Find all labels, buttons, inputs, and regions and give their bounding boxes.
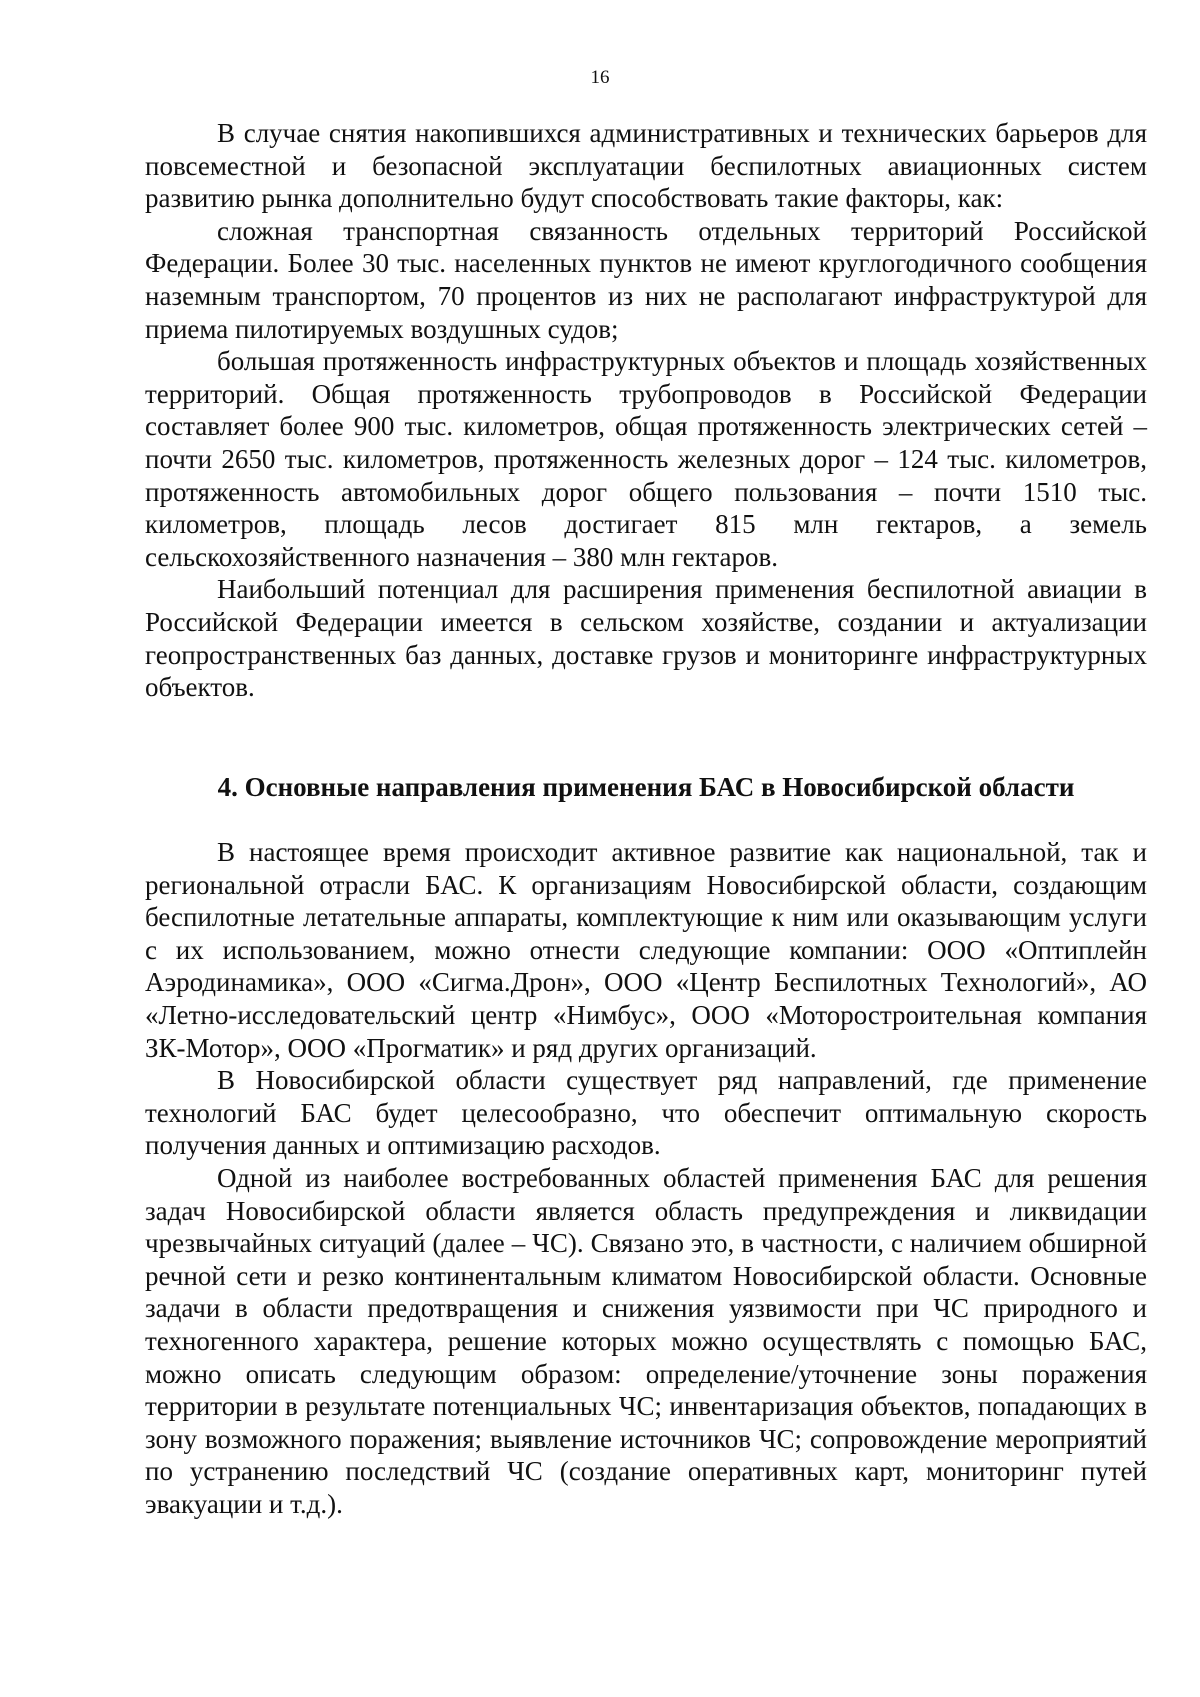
paragraph-potential: Наибольший потенциал для расширения применения беспилотной авиации в Российской Федерации имеется в сельском хозяйстве, создании и актуализации геопространственных баз данных, доставке грузов и мониторинге инфраструктурных объектов. (145, 574, 1147, 703)
paragraph-directions: В Новосибирской области существует ряд направлений, где применение технологий БАС будет целесообразно, что обеспечит оптимальную скорость получения данных и оптимизацию расходов. (145, 1065, 1147, 1161)
section-text (145, 836, 1147, 1520)
paragraph-emergency: Одной из наиболее востребованных областей применения БАС для решения задач Новосибирской области является область предупреждения и ликвидации чрезвычайных ситуаций (далее – ЧС). Связано это, в частности, с наличием обширной речной сети и резко континентальным климатом Новосибирской области. Основные задачи в области предотвращения и снижения уязвимости при ЧС природного и техногенного характера, решение которых можно осуществлять с помощью БАС, можно описать следующим образом: определение/уточнение зоны поражения территории в результате потенциальных ЧС; инвентаризация объектов, попадающих в зону возможного поражения; выявление источников ЧС; сопровождение мероприятий по устранению последствий ЧС (создание оперативных карт, мониторинг путей эвакуации и т.д.). (145, 1162, 1147, 1519)
page-number: 16 (590, 67, 610, 88)
paragraph-infrastructure-length: большая протяженность инфраструктурных объектов и площадь хозяйственных территорий. Общая протяженность трубопроводов в Российской Федерации составляет более 900 тыс. километров, общая протяженность электрических сетей – почти 2650 тыс. километров, протяженность железных дорог – 124 тыс. километров, протяженность автомобильных дорог общего пользования – почти 1510 тыс. километров, площадь лесов достигает 815 млн гектаров, а земель сельскохозяйственного назначения – 380 млн гектаров. (145, 346, 1147, 572)
paragraph-organizations: В настоящее время происходит активное развитие как национальной, так и региональной отрасли БАС. К организациям Новосибирской области, создающим беспилотные летательные аппараты, комплектующие к ним или оказывающим услуги с их использованием, можно отнести следующие компании: ООО «Оптиплейн Аэродинамика», ООО «Сигма.Дрон», ООО «Центр Беспилотных Технологий», АО «Летно-исследовательский центр «Нимбус», ООО «Моторостроительная компания ЗК-Мотор», ООО «Прогматик» и ряд других организаций. (145, 837, 1147, 1063)
paragraph-barriers: В случае снятия накопившихся административных и технических барьеров для повсеместной и безопасной эксплуатации беспилотных авиационных систем развитию рынка дополнительно будут способствовать такие факторы, как: (145, 118, 1147, 214)
paragraph-transport-connectivity: сложная транспортная связанность отдельных территорий Российской Федерации. Более 30 тыс. населенных пунктов не имеют круглогодичного сообщения наземным транспортом, 70 процентов из них не располагают инфраструктурой для приема пилотируемых воздушных судов; (145, 215, 1147, 344)
section-heading: 4. Основные направления применения БАС в Новосибирской области (217, 772, 1075, 802)
intro-text (145, 117, 1147, 704)
